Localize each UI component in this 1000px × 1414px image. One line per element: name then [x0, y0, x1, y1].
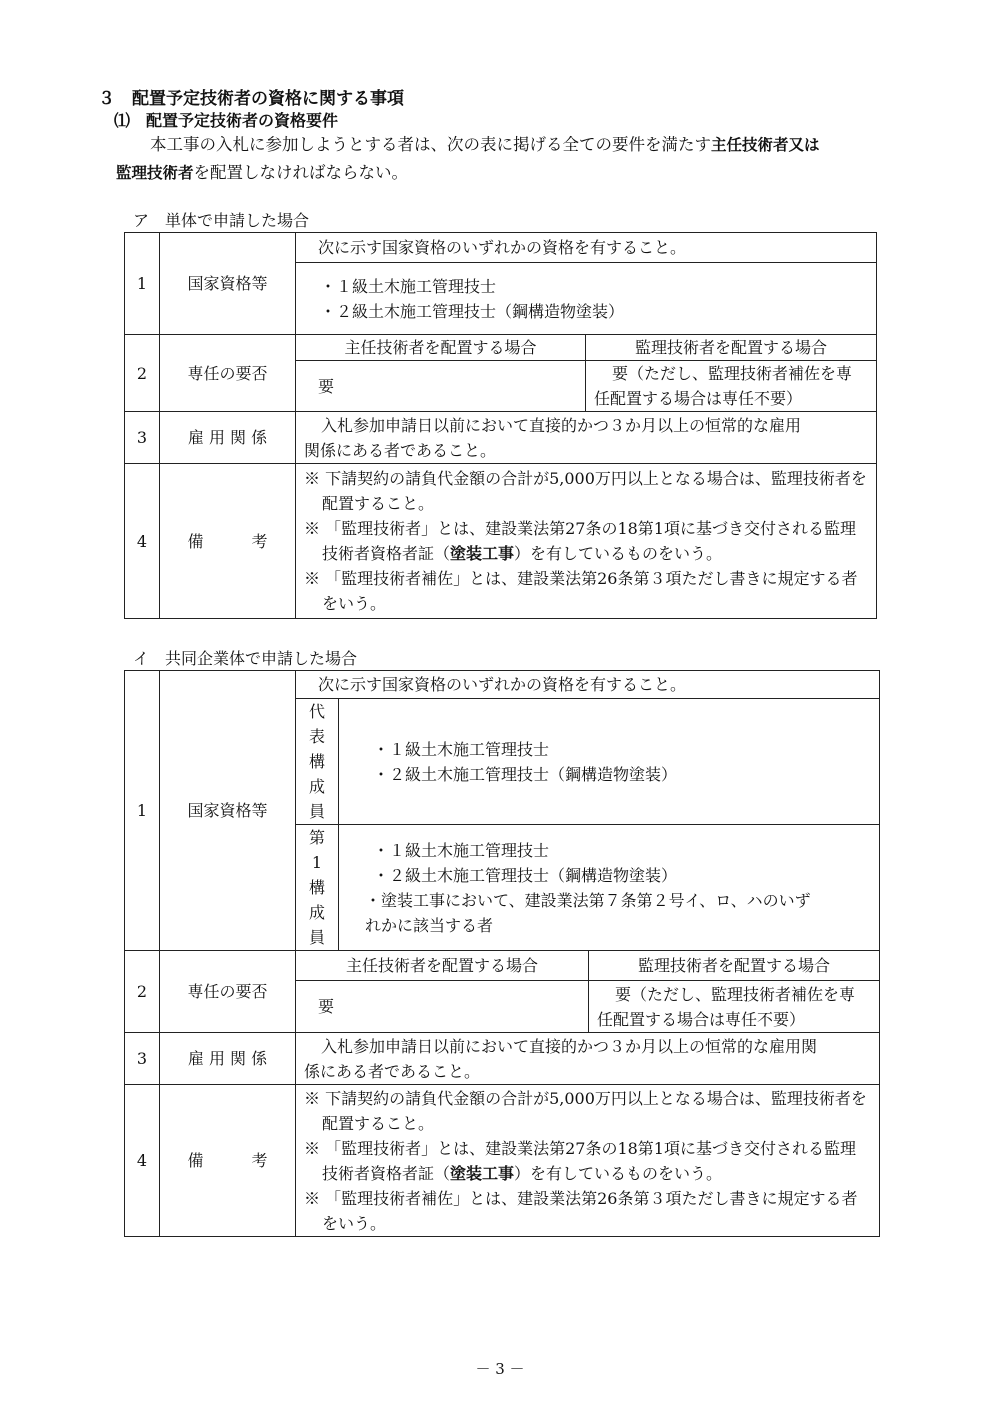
table-a-row4-num: 4: [125, 464, 160, 619]
table-a-row3-num: 3: [125, 412, 160, 464]
table-a-row2-col1-header: 主任技術者を配置する場合: [296, 335, 586, 361]
table-a-row4-label: 備 考: [160, 464, 296, 619]
table-b-rep-items: [339, 699, 880, 825]
table-b-rep-label: 代 表 構 成 員: [296, 699, 339, 825]
intro-paragraph: [116, 131, 923, 187]
list-item: ・１級土木施工管理技士: [373, 840, 550, 860]
table-b-row2-col1-value: 要: [296, 981, 589, 1033]
table-b-row1-label: 国家資格等: [160, 671, 296, 951]
table-b: [124, 670, 880, 1237]
intro-text-b: を配置しなければならない。: [193, 163, 409, 182]
table-b-row2-col1-header: 主任技術者を配置する場合: [296, 951, 589, 981]
table-b-row1-num: 1: [125, 671, 160, 951]
note-item: ※ 「監理技術者補佐」とは、建設業法第26条第３項ただし書きに規定する者をいう。: [304, 1188, 858, 1233]
intro-bold-a: 主任技術者又は: [711, 136, 820, 154]
table-b-row3-num: 3: [125, 1033, 160, 1085]
table-b-row4-num: 4: [125, 1085, 160, 1237]
list-item: ・２級土木施工管理技士（鋼構造物塗装）: [320, 301, 625, 321]
table-b-row3-value: 入札参加申請日以前において直接的かつ３か月以上の恒常的な雇用関 係にある者であること。: [296, 1033, 880, 1085]
list-item: れかに該当する者: [365, 915, 494, 935]
note-item: ※ 「監理技術者補佐」とは、建設業法第26条第３項ただし書きに規定する者をいう。: [304, 569, 858, 613]
list-item: ・２級土木施工管理技士（鋼構造物塗装）: [373, 764, 678, 784]
table-b-row2-col2-value: 要（ただし、監理技術者補佐を専 任配置する場合は専任不要）: [589, 981, 880, 1033]
table-a-row2-col1-value: 要: [296, 361, 586, 412]
intro-bold-b: 監理技術者: [116, 164, 194, 182]
table-b-row2-col2-header: 監理技術者を配置する場合: [589, 951, 880, 981]
table-b-caption: イ 共同企業体で申請した場合: [133, 649, 358, 668]
note-item: ※ 下請契約の請負代金額の合計が5,000万円以上となる場合は、監理技術者を配置すること。: [304, 1088, 867, 1133]
table-a-row2-col2-header: 監理技術者を配置する場合: [586, 335, 877, 361]
table-a-row2-label: 専任の要否: [160, 335, 296, 412]
list-item: ・２級土木施工管理技士（鋼構造物塗装）: [373, 865, 678, 885]
table-b-first-items: [339, 825, 880, 951]
table-a-notes: [296, 464, 877, 619]
note-item: ※ 「監理技術者」とは、建設業法第27条の18第1項に基づき交付される監理技術者資格者証（塗装工事）を有しているものをいう。: [304, 519, 856, 563]
list-item: ・塗装工事において、建設業法第７条第２号イ、ロ、ハのいず: [365, 890, 811, 910]
page-number: － 3 －: [475, 1360, 525, 1378]
table-a-row3-value: 入札参加申請日以前において直接的かつ３か月以上の恒常的な雇用 関係にある者であること。: [296, 412, 877, 464]
list-item: ・１級土木施工管理技士: [320, 276, 497, 296]
table-a-row1-header: 次に示す国家資格のいずれかの資格を有すること。: [296, 233, 877, 263]
note-item: ※ 「監理技術者」とは、建設業法第27条の18第1項に基づき交付される監理技術者資格者証（塗装工事）を有しているものをいう。: [304, 1138, 856, 1183]
table-a-row2-col2-value: 要（ただし、監理技術者補佐を専 任配置する場合は専任不要）: [586, 361, 877, 412]
table-a-caption: ア 単体で申請した場合: [133, 211, 310, 230]
note-item: ※ 下請契約の請負代金額の合計が5,000万円以上となる場合は、監理技術者を配置すること。: [304, 469, 867, 513]
subsection-title: ⑴ 配置予定技術者の資格要件: [114, 111, 339, 130]
table-b-row2-num: 2: [125, 951, 160, 1033]
table-b-row4-label: 備 考: [160, 1085, 296, 1237]
table-b-row2-label: 専任の要否: [160, 951, 296, 1033]
table-a-row1-label: 国家資格等: [160, 233, 296, 335]
table-b-row3-label: 雇 用 関 係: [160, 1033, 296, 1085]
intro-text-a: 本工事の入札に参加しようとする者は、次の表に掲げる全ての要件を満たす: [150, 135, 711, 154]
list-item: ・１級土木施工管理技士: [373, 739, 550, 759]
table-a-row1-num: 1: [125, 233, 160, 335]
table-a-row3-label: 雇 用 関 係: [160, 412, 296, 464]
table-b-notes: [296, 1085, 880, 1237]
table-a-row1-items: [296, 263, 877, 335]
table-b-first-label: 第 1 構 成 員: [296, 825, 339, 951]
table-b-row1-header: 次に示す国家資格のいずれかの資格を有すること。: [296, 671, 880, 699]
table-a: [124, 232, 877, 619]
section-title: ３ 配置予定技術者の資格に関する事項: [98, 89, 404, 109]
table-a-row2-num: 2: [125, 335, 160, 412]
